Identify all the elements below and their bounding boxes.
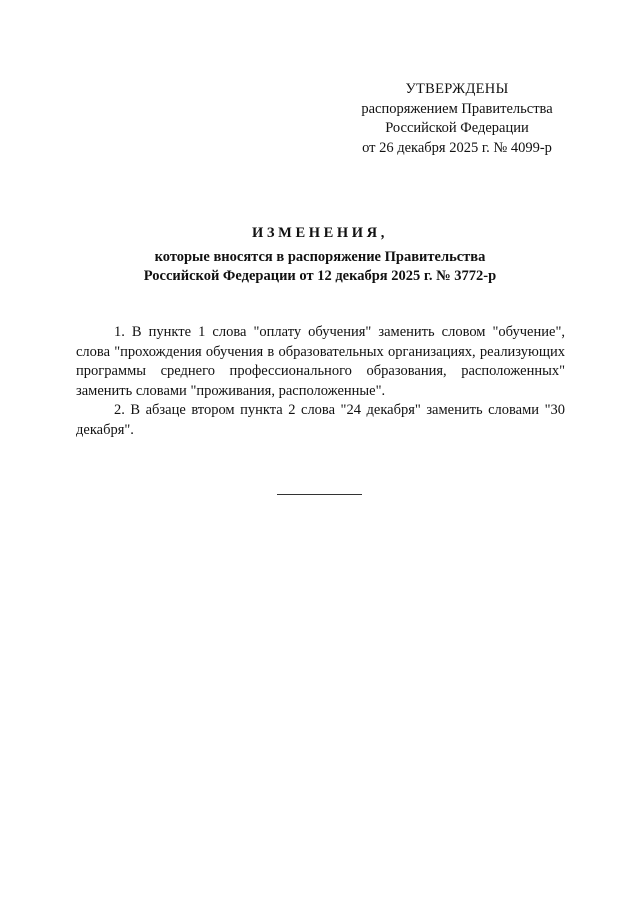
approval-line-1: распоряжением Правительства [361, 100, 553, 117]
end-separator-line [277, 494, 362, 495]
document-subtitle [0, 248, 640, 286]
approval-block [340, 80, 574, 158]
document-title: ИЗМЕНЕНИЯ, [252, 225, 388, 241]
approval-line-2: Российской Федерации [385, 120, 529, 136]
subtitle-line-1: которые вносятся в распоряжение Правительства [154, 249, 486, 265]
document-body [76, 323, 565, 440]
paragraph-1: 1. В пункте 1 слова "оплату обучения" заменить словом "обучение", слова "прохождения обучения в образовательных организациях, реализующих программы среднего профессионального образования, расположенных" заменить словами "проживания, расположенные". [76, 324, 565, 399]
subtitle-line-2: Российской Федерации от 12 декабря 2025 г. № 3772-р [143, 268, 497, 284]
paragraph-2: 2. В абзаце втором пункта 2 слова "24 декабря" заменить словами "30 декабря". [76, 402, 565, 438]
approval-stamp: УТВЕРЖДЕНЫ [405, 81, 509, 97]
approval-line-3: от 26 декабря 2025 г. № 4099-р [362, 139, 552, 156]
